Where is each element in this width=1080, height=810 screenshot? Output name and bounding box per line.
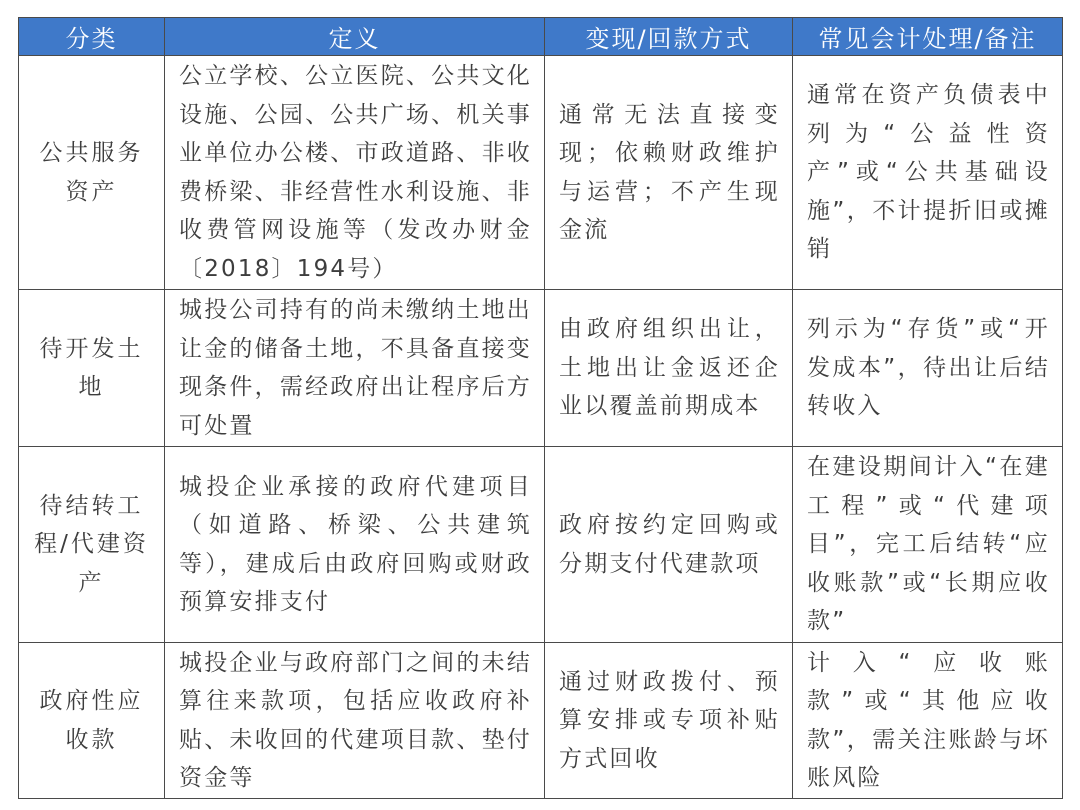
header-recovery-method: 变现/回款方式 [545, 18, 793, 56]
recovery-cell: 政府按约定回购或分期支付代建款项 [545, 447, 793, 643]
accounting-cell: 通常在资产负债表中列为“公益性资产”或“公共基础设施”，不计提折旧或摊销 [793, 56, 1063, 290]
asset-classification-table [18, 17, 1063, 799]
accounting-cell: 计入“应收账款”或“其他应收款”，需关注账龄与坏账风险 [793, 643, 1063, 799]
definition-cell: 城投企业承接的政府代建项目（如道路、桥梁、公共建筑等），建成后由政府回购或财政预算安排支付 [165, 447, 545, 643]
accounting-cell: 在建设期间计入“在建工程”或“代建项目”，完工后结转“应收账款”或“长期应收款” [793, 447, 1063, 643]
table-row [19, 643, 1063, 799]
definition-cell: 城投公司持有的尚未缴纳土地出让金的储备土地，不具备直接变现条件，需经政府出让程序后方可处置 [165, 290, 545, 447]
definition-cell: 公立学校、公立医院、公共文化设施、公园、公共广场、机关事业单位办公楼、市政道路、非收费桥梁、非经营性水利设施、非收费管网设施等（发改办财金〔2018〕194号） [165, 56, 545, 290]
accounting-cell: 列示为“存货”或“开发成本”，待出让后结转收入 [793, 290, 1063, 447]
recovery-cell: 通过财政拨付、预算安排或专项补贴方式回收 [545, 643, 793, 799]
header-category: 分类 [19, 18, 165, 56]
table-row [19, 290, 1063, 447]
definition-cell: 城投企业与政府部门之间的未结算往来款项，包括应收政府补贴、未收回的代建项目款、垫付资金等 [165, 643, 545, 799]
table-row [19, 447, 1063, 643]
header-definition: 定义 [165, 18, 545, 56]
table-row [19, 56, 1063, 290]
recovery-cell: 由政府组织出让，土地出让金返还企业以覆盖前期成本 [545, 290, 793, 447]
category-cell: 公共服务资产 [19, 56, 165, 290]
classification-table-container [18, 17, 1062, 799]
table-header-row [19, 18, 1063, 56]
recovery-cell: 通常无法直接变现；依赖财政维护与运营；不产生现金流 [545, 56, 793, 290]
category-cell: 待开发土地 [19, 290, 165, 447]
category-cell: 政府性应收款 [19, 643, 165, 799]
header-accounting-notes: 常见会计处理/备注 [793, 18, 1063, 56]
category-cell: 待结转工程/代建资产 [19, 447, 165, 643]
